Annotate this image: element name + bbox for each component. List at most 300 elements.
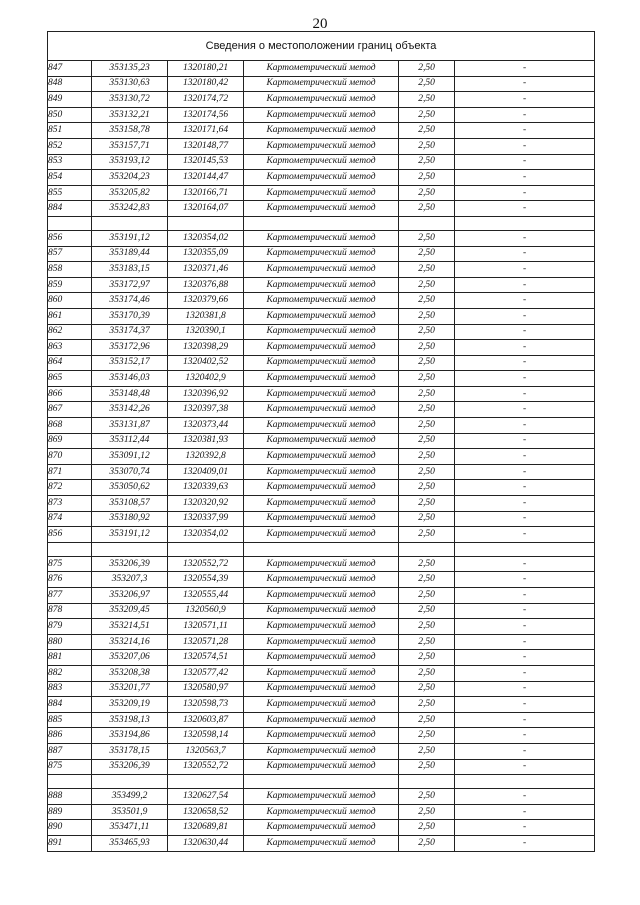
note-cell: - <box>455 759 595 775</box>
method-cell: Картометрический метод <box>244 371 399 387</box>
accuracy-cell: 2,50 <box>399 92 455 108</box>
coord-y-cell: 1320409,01 <box>168 464 244 480</box>
note-cell: - <box>455 371 595 387</box>
accuracy-cell: 2,50 <box>399 230 455 246</box>
accuracy-cell: 2,50 <box>399 480 455 496</box>
note-cell: - <box>455 107 595 123</box>
coord-x-cell: 353214,16 <box>92 634 168 650</box>
note-cell: - <box>455 277 595 293</box>
accuracy-cell: 2,50 <box>399 681 455 697</box>
point-id-cell: 891 <box>48 835 92 851</box>
empty-cell <box>92 216 168 230</box>
table-title-row <box>48 32 595 61</box>
accuracy-cell: 2,50 <box>399 697 455 713</box>
point-id-cell: 871 <box>48 464 92 480</box>
method-cell: Картометрический метод <box>244 170 399 186</box>
coord-y-cell: 1320174,56 <box>168 107 244 123</box>
note-cell: - <box>455 480 595 496</box>
note-cell: - <box>455 835 595 851</box>
table-row <box>48 123 595 139</box>
coord-x-cell: 353170,39 <box>92 308 168 324</box>
point-id-cell: 874 <box>48 511 92 527</box>
coord-y-cell: 1320379,66 <box>168 293 244 309</box>
note-cell: - <box>455 402 595 418</box>
method-cell: Картометрический метод <box>244 308 399 324</box>
table-row <box>48 76 595 92</box>
coord-y-cell: 1320398,29 <box>168 340 244 356</box>
accuracy-cell: 2,50 <box>399 185 455 201</box>
coord-x-cell: 353142,26 <box>92 402 168 418</box>
coord-y-cell: 1320630,44 <box>168 835 244 851</box>
coord-y-cell: 1320552,72 <box>168 556 244 572</box>
method-cell: Картометрический метод <box>244 789 399 805</box>
coord-x-cell: 353157,71 <box>92 138 168 154</box>
note-cell: - <box>455 138 595 154</box>
accuracy-cell: 2,50 <box>399 556 455 572</box>
empty-cell <box>399 542 455 556</box>
point-id-cell: 883 <box>48 681 92 697</box>
method-cell: Картометрический метод <box>244 230 399 246</box>
accuracy-cell: 2,50 <box>399 324 455 340</box>
table-row <box>48 697 595 713</box>
accuracy-cell: 2,50 <box>399 511 455 527</box>
coord-y-cell: 1320571,28 <box>168 634 244 650</box>
method-cell: Картометрический метод <box>244 418 399 434</box>
method-cell: Картометрический метод <box>244 511 399 527</box>
coord-y-cell: 1320145,53 <box>168 154 244 170</box>
accuracy-cell: 2,50 <box>399 386 455 402</box>
point-id-cell: 853 <box>48 154 92 170</box>
coord-x-cell: 353242,83 <box>92 201 168 217</box>
note-cell: - <box>455 634 595 650</box>
point-id-cell: 863 <box>48 340 92 356</box>
empty-cell <box>455 216 595 230</box>
coord-y-cell: 1320320,92 <box>168 496 244 512</box>
point-id-cell: 876 <box>48 572 92 588</box>
empty-cell <box>168 775 244 789</box>
coord-y-cell: 1320390,1 <box>168 324 244 340</box>
coord-x-cell: 353191,12 <box>92 527 168 543</box>
accuracy-cell: 2,50 <box>399 402 455 418</box>
method-cell: Картометрический метод <box>244 324 399 340</box>
table-row <box>48 340 595 356</box>
table-row <box>48 262 595 278</box>
method-cell: Картометрический метод <box>244 728 399 744</box>
note-cell: - <box>455 418 595 434</box>
method-cell: Картометрический метод <box>244 402 399 418</box>
note-cell: - <box>455 123 595 139</box>
accuracy-cell: 2,50 <box>399 572 455 588</box>
table-row <box>48 634 595 650</box>
point-id-cell: 884 <box>48 697 92 713</box>
point-id-cell: 869 <box>48 433 92 449</box>
coord-x-cell: 353208,38 <box>92 665 168 681</box>
coord-y-cell: 1320554,39 <box>168 572 244 588</box>
coord-y-cell: 1320598,14 <box>168 728 244 744</box>
method-cell: Картометрический метод <box>244 820 399 836</box>
point-id-cell: 849 <box>48 92 92 108</box>
accuracy-cell: 2,50 <box>399 138 455 154</box>
method-cell: Картометрический метод <box>244 185 399 201</box>
coord-y-cell: 1320148,77 <box>168 138 244 154</box>
table-row <box>48 650 595 666</box>
accuracy-cell: 2,50 <box>399 603 455 619</box>
accuracy-cell: 2,50 <box>399 308 455 324</box>
accuracy-cell: 2,50 <box>399 355 455 371</box>
point-id-cell: 850 <box>48 107 92 123</box>
point-id-cell: 848 <box>48 76 92 92</box>
coord-y-cell: 1320354,02 <box>168 230 244 246</box>
empty-cell <box>455 775 595 789</box>
point-id-cell: 851 <box>48 123 92 139</box>
point-id-cell: 888 <box>48 789 92 805</box>
coord-y-cell: 1320598,73 <box>168 697 244 713</box>
coord-x-cell: 353131,87 <box>92 418 168 434</box>
table-row <box>48 433 595 449</box>
coord-y-cell: 1320396,92 <box>168 386 244 402</box>
note-cell: - <box>455 61 595 77</box>
note-cell: - <box>455 201 595 217</box>
page-number: 20 <box>312 16 328 32</box>
table-row <box>48 277 595 293</box>
note-cell: - <box>455 728 595 744</box>
coord-y-cell: 1320571,11 <box>168 619 244 635</box>
method-cell: Картометрический метод <box>244 76 399 92</box>
table-row <box>48 743 595 759</box>
note-cell: - <box>455 527 595 543</box>
accuracy-cell: 2,50 <box>399 76 455 92</box>
method-cell: Картометрический метод <box>244 588 399 604</box>
coord-x-cell: 353050,62 <box>92 480 168 496</box>
coord-x-cell: 353198,13 <box>92 712 168 728</box>
note-cell: - <box>455 496 595 512</box>
table-row <box>48 619 595 635</box>
coord-y-cell: 1320355,09 <box>168 246 244 262</box>
method-cell: Картометрический метод <box>244 138 399 154</box>
table-row <box>48 185 595 201</box>
coord-y-cell: 1320376,88 <box>168 277 244 293</box>
method-cell: Картометрический метод <box>244 433 399 449</box>
coord-x-cell: 353130,63 <box>92 76 168 92</box>
point-id-cell: 857 <box>48 246 92 262</box>
table-row <box>48 61 595 77</box>
point-id-cell: 847 <box>48 61 92 77</box>
coord-x-cell: 353146,03 <box>92 371 168 387</box>
point-id-cell: 862 <box>48 324 92 340</box>
method-cell: Картометрический метод <box>244 556 399 572</box>
method-cell: Картометрический метод <box>244 92 399 108</box>
coord-x-cell: 353191,12 <box>92 230 168 246</box>
point-id-cell: 878 <box>48 603 92 619</box>
table-row <box>48 154 595 170</box>
coord-x-cell: 353070,74 <box>92 464 168 480</box>
accuracy-cell: 2,50 <box>399 293 455 309</box>
coord-x-cell: 353205,82 <box>92 185 168 201</box>
method-cell: Картометрический метод <box>244 743 399 759</box>
coord-y-cell: 1320552,72 <box>168 759 244 775</box>
coord-y-cell: 1320337,99 <box>168 511 244 527</box>
coord-y-cell: 1320658,52 <box>168 804 244 820</box>
coord-x-cell: 353180,92 <box>92 511 168 527</box>
coord-x-cell: 353207,06 <box>92 650 168 666</box>
method-cell: Картометрический метод <box>244 712 399 728</box>
point-id-cell: 890 <box>48 820 92 836</box>
table-row <box>48 496 595 512</box>
table-row <box>48 402 595 418</box>
method-cell: Картометрический метод <box>244 527 399 543</box>
note-cell: - <box>455 355 595 371</box>
accuracy-cell: 2,50 <box>399 619 455 635</box>
coord-x-cell: 353206,39 <box>92 759 168 775</box>
coord-x-cell: 353499,2 <box>92 789 168 805</box>
accuracy-cell: 2,50 <box>399 835 455 851</box>
note-cell: - <box>455 324 595 340</box>
point-id-cell: 856 <box>48 527 92 543</box>
empty-cell <box>92 775 168 789</box>
method-cell: Картометрический метод <box>244 449 399 465</box>
table-row <box>48 556 595 572</box>
note-cell: - <box>455 386 595 402</box>
coord-y-cell: 1320603,87 <box>168 712 244 728</box>
coord-x-cell: 353158,78 <box>92 123 168 139</box>
table-row <box>48 728 595 744</box>
note-cell: - <box>455 76 595 92</box>
accuracy-cell: 2,50 <box>399 170 455 186</box>
coord-y-cell: 1320397,38 <box>168 402 244 418</box>
note-cell: - <box>455 588 595 604</box>
table-row <box>48 759 595 775</box>
coord-y-cell: 1320373,44 <box>168 418 244 434</box>
method-cell: Картометрический метод <box>244 386 399 402</box>
coord-x-cell: 353201,77 <box>92 681 168 697</box>
coord-x-cell: 353135,23 <box>92 61 168 77</box>
coord-x-cell: 353091,12 <box>92 449 168 465</box>
table-title: Сведения о местоположении границ объекта <box>48 32 595 61</box>
point-id-cell: 877 <box>48 588 92 604</box>
note-cell: - <box>455 293 595 309</box>
point-id-cell: 886 <box>48 728 92 744</box>
note-cell: - <box>455 308 595 324</box>
accuracy-cell: 2,50 <box>399 107 455 123</box>
method-cell: Картометрический метод <box>244 572 399 588</box>
note-cell: - <box>455 556 595 572</box>
table-row <box>48 386 595 402</box>
method-cell: Картометрический метод <box>244 355 399 371</box>
table-row <box>48 527 595 543</box>
table-row <box>48 511 595 527</box>
empty-cell <box>244 775 399 789</box>
note-cell: - <box>455 572 595 588</box>
accuracy-cell: 2,50 <box>399 464 455 480</box>
table-row <box>48 92 595 108</box>
accuracy-cell: 2,50 <box>399 340 455 356</box>
accuracy-cell: 2,50 <box>399 449 455 465</box>
table-row <box>48 464 595 480</box>
accuracy-cell: 2,50 <box>399 712 455 728</box>
table-row <box>48 480 595 496</box>
note-cell: - <box>455 789 595 805</box>
accuracy-cell: 2,50 <box>399 634 455 650</box>
point-id-cell: 889 <box>48 804 92 820</box>
boundary-table <box>47 31 595 852</box>
accuracy-cell: 2,50 <box>399 246 455 262</box>
accuracy-cell: 2,50 <box>399 665 455 681</box>
coord-y-cell: 1320555,44 <box>168 588 244 604</box>
point-id-cell: 875 <box>48 556 92 572</box>
coord-y-cell: 1320560,9 <box>168 603 244 619</box>
point-id-cell: 875 <box>48 759 92 775</box>
point-id-cell: 855 <box>48 185 92 201</box>
coord-x-cell: 353178,15 <box>92 743 168 759</box>
coord-x-cell: 353174,46 <box>92 293 168 309</box>
coord-x-cell: 353214,51 <box>92 619 168 635</box>
method-cell: Картометрический метод <box>244 603 399 619</box>
coord-y-cell: 1320171,64 <box>168 123 244 139</box>
point-id-cell: 860 <box>48 293 92 309</box>
coord-x-cell: 353172,96 <box>92 340 168 356</box>
table-row <box>48 246 595 262</box>
note-cell: - <box>455 464 595 480</box>
coord-y-cell: 1320580,97 <box>168 681 244 697</box>
method-cell: Картометрический метод <box>244 759 399 775</box>
empty-cell <box>168 216 244 230</box>
method-cell: Картометрический метод <box>244 665 399 681</box>
table-row <box>48 820 595 836</box>
accuracy-cell: 2,50 <box>399 262 455 278</box>
accuracy-cell: 2,50 <box>399 743 455 759</box>
coord-y-cell: 1320174,72 <box>168 92 244 108</box>
coord-y-cell: 1320354,02 <box>168 527 244 543</box>
point-id-cell: 864 <box>48 355 92 371</box>
table-row <box>48 324 595 340</box>
note-cell: - <box>455 92 595 108</box>
table-row <box>48 230 595 246</box>
coord-x-cell: 353174,37 <box>92 324 168 340</box>
coord-y-cell: 1320402,9 <box>168 371 244 387</box>
table-row <box>48 293 595 309</box>
method-cell: Картометрический метод <box>244 107 399 123</box>
point-id-cell: 884 <box>48 201 92 217</box>
coord-x-cell: 353465,93 <box>92 835 168 851</box>
point-id-cell: 882 <box>48 665 92 681</box>
coord-y-cell: 1320339,63 <box>168 480 244 496</box>
accuracy-cell: 2,50 <box>399 496 455 512</box>
note-cell: - <box>455 185 595 201</box>
accuracy-cell: 2,50 <box>399 433 455 449</box>
point-id-cell: 861 <box>48 308 92 324</box>
coord-y-cell: 1320689,81 <box>168 820 244 836</box>
accuracy-cell: 2,50 <box>399 418 455 434</box>
table-row <box>48 665 595 681</box>
note-cell: - <box>455 246 595 262</box>
point-id-cell: 868 <box>48 418 92 434</box>
empty-cell <box>399 216 455 230</box>
point-id-cell: 872 <box>48 480 92 496</box>
empty-cell <box>455 542 595 556</box>
note-cell: - <box>455 433 595 449</box>
accuracy-cell: 2,50 <box>399 650 455 666</box>
coord-x-cell: 353207,3 <box>92 572 168 588</box>
accuracy-cell: 2,50 <box>399 728 455 744</box>
table-row <box>48 138 595 154</box>
method-cell: Картометрический метод <box>244 619 399 635</box>
note-cell: - <box>455 230 595 246</box>
coord-x-cell: 353183,15 <box>92 262 168 278</box>
note-cell: - <box>455 681 595 697</box>
empty-cell <box>48 542 92 556</box>
note-cell: - <box>455 804 595 820</box>
coord-y-cell: 1320563,7 <box>168 743 244 759</box>
coord-x-cell: 353194,86 <box>92 728 168 744</box>
table-row <box>48 712 595 728</box>
note-cell: - <box>455 665 595 681</box>
note-cell: - <box>455 697 595 713</box>
note-cell: - <box>455 603 595 619</box>
note-cell: - <box>455 619 595 635</box>
point-id-cell: 873 <box>48 496 92 512</box>
coord-x-cell: 353193,12 <box>92 154 168 170</box>
empty-cell <box>48 775 92 789</box>
table-row <box>48 371 595 387</box>
method-cell: Картометрический метод <box>244 154 399 170</box>
coord-x-cell: 353132,21 <box>92 107 168 123</box>
coord-y-cell: 1320402,52 <box>168 355 244 371</box>
coord-x-cell: 353172,97 <box>92 277 168 293</box>
point-id-cell: 866 <box>48 386 92 402</box>
coord-y-cell: 1320180,42 <box>168 76 244 92</box>
table-row <box>48 449 595 465</box>
note-cell: - <box>455 650 595 666</box>
table-row <box>48 835 595 851</box>
coord-x-cell: 353209,19 <box>92 697 168 713</box>
accuracy-cell: 2,50 <box>399 371 455 387</box>
point-id-cell: 879 <box>48 619 92 635</box>
coord-y-cell: 1320144,47 <box>168 170 244 186</box>
table-row <box>48 308 595 324</box>
method-cell: Картометрический метод <box>244 201 399 217</box>
coord-y-cell: 1320381,93 <box>168 433 244 449</box>
point-id-cell: 859 <box>48 277 92 293</box>
empty-cell <box>92 542 168 556</box>
method-cell: Картометрический метод <box>244 634 399 650</box>
coord-x-cell: 353206,39 <box>92 556 168 572</box>
table-row <box>48 681 595 697</box>
accuracy-cell: 2,50 <box>399 804 455 820</box>
coord-x-cell: 353209,45 <box>92 603 168 619</box>
table-row <box>48 201 595 217</box>
coord-x-cell: 353204,23 <box>92 170 168 186</box>
accuracy-cell: 2,50 <box>399 154 455 170</box>
note-cell: - <box>455 511 595 527</box>
method-cell: Картометрический метод <box>244 835 399 851</box>
table-row <box>48 603 595 619</box>
note-cell: - <box>455 743 595 759</box>
point-id-cell: 852 <box>48 138 92 154</box>
method-cell: Картометрический метод <box>244 61 399 77</box>
point-id-cell: 867 <box>48 402 92 418</box>
coord-x-cell: 353501,9 <box>92 804 168 820</box>
empty-cell <box>244 542 399 556</box>
table-row <box>48 572 595 588</box>
point-id-cell: 870 <box>48 449 92 465</box>
accuracy-cell: 2,50 <box>399 588 455 604</box>
note-cell: - <box>455 262 595 278</box>
coord-y-cell: 1320381,8 <box>168 308 244 324</box>
coord-x-cell: 353189,44 <box>92 246 168 262</box>
note-cell: - <box>455 170 595 186</box>
coord-x-cell: 353112,44 <box>92 433 168 449</box>
empty-cell <box>399 775 455 789</box>
